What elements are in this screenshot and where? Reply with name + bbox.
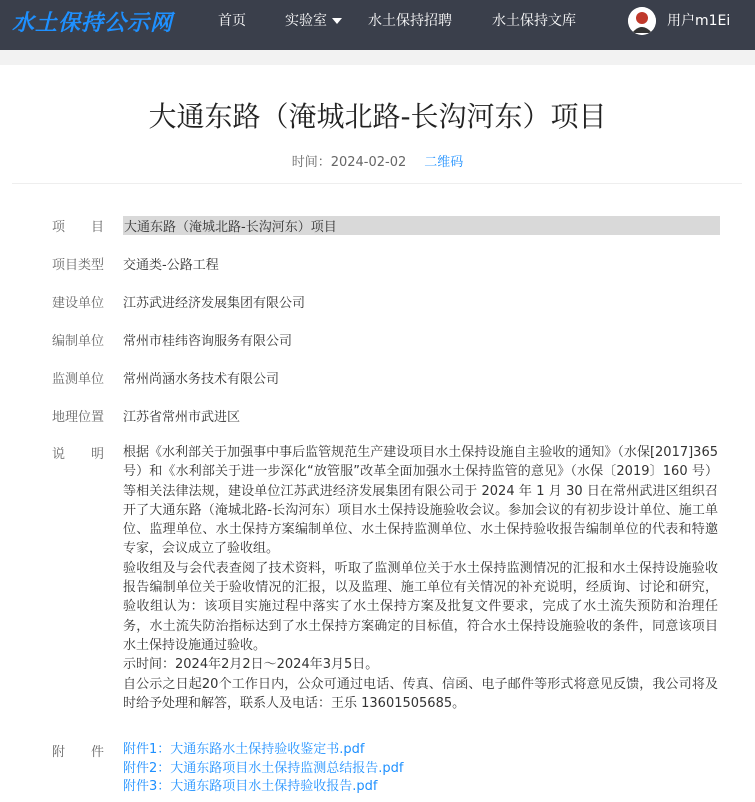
field-label: 说 明: [52, 447, 105, 462]
description-paragraph: 示时间：2024年2月2日～2024年3月5日。: [123, 657, 379, 673]
field-value: 江苏省常州市武进区: [123, 410, 241, 425]
field-value: 常州市桂纬咨询服务有限公司: [123, 334, 293, 349]
user-menu[interactable]: 用户m1Ei: [667, 13, 731, 29]
field-label: 项目类型: [52, 258, 105, 273]
nav-lab-label: 实验室: [285, 13, 327, 29]
publish-time: 时间：2024-02-02: [291, 155, 407, 170]
description-paragraph: 根据《水利部关于加强事中事后监管规范生产建设项目水土保持设施自主验收的通知》（水保[2017]365 号）和《水利部关于进一步深化“放管服”改革全面加强水土保持监管的意见》（水保〔2019〕160 号）等相关法律法规，建设单位江苏武进经济发展集团有限公司于 2024 年 1 月 30 日在常州武进区组织召开了大通东路（淹城北路-长沟河东）项目水土保持设施验收会议。参加会议的有初步设计单位、施工单位、监理单位、水土保持方案编制单位、水土保持监测单位、水土保持验收报告编制单位的代表和特邀专家，会议成立了验收组。: [123, 445, 718, 557]
page-title: 大通东路（淹城北路-长沟河东）项目: [148, 100, 607, 133]
description-paragraph: 自公示之日起20个工作日内，公众可通过电话、传真、信函、电子邮件等形式将意见反馈，我公司将及时给予处理和解答，联系人及电话：王乐 13601505685。: [123, 676, 718, 711]
site-logo[interactable]: 水土保持公示网: [12, 11, 174, 36]
article-card: [0, 65, 755, 802]
nav-home[interactable]: 首页: [218, 13, 246, 29]
user-avatar-icon[interactable]: [628, 7, 656, 35]
attachment-link[interactable]: 附件3：大通东路项目水土保持验收报告.pdf: [123, 779, 378, 794]
field-value: 江苏武进经济发展集团有限公司: [123, 296, 306, 311]
field-label: 地理位置: [52, 410, 105, 425]
field-value: 大通东路（淹城北路-长沟河东）项目: [123, 216, 720, 235]
chevron-down-icon: [332, 18, 342, 24]
field-label: 附 件: [52, 745, 105, 760]
article-meta: [0, 151, 755, 170]
nav-library[interactable]: 水土保持文库: [492, 13, 576, 29]
qrcode-link[interactable]: 二维码: [424, 155, 464, 170]
nav-lab[interactable]: [285, 0, 342, 50]
field-value: 交通类-公路工程: [123, 258, 219, 273]
divider: [12, 183, 742, 184]
field-value: 常州尚涵水务技术有限公司: [123, 372, 280, 387]
attachment-list: [123, 741, 718, 797]
field-label: 项 目: [52, 220, 105, 235]
top-navbar: [0, 0, 755, 50]
description-body: [123, 443, 718, 713]
field-label: 监测单位: [52, 372, 105, 387]
attachment-link[interactable]: 附件2：大通东路项目水土保持监测总结报告.pdf: [123, 760, 404, 776]
nav-jobs[interactable]: 水土保持招聘: [368, 13, 452, 29]
description-paragraph: 验收组及与会代表查阅了技术资料，听取了监测单位关于水土保持监测情况的汇报和水土保持设施验收报告编制单位关于验收情况的汇报，以及监理、施工单位有关情况的补充说明，经质询、讨论和研究，验收组认为：该项目实施过程中落实了水土保持方案及批复文件要求，完成了水土流失预防和治理任务，水土流失防治指标达到了水土保持方案确定的目标值，符合水土保持设施验收的条件，同意该项目水土保持设施通过验收。: [123, 560, 718, 653]
field-label: 编制单位: [52, 334, 105, 349]
field-label: 建设单位: [52, 296, 105, 311]
attachment-link[interactable]: 附件1：大通东路水土保持验收鉴定书.pdf: [123, 742, 365, 757]
